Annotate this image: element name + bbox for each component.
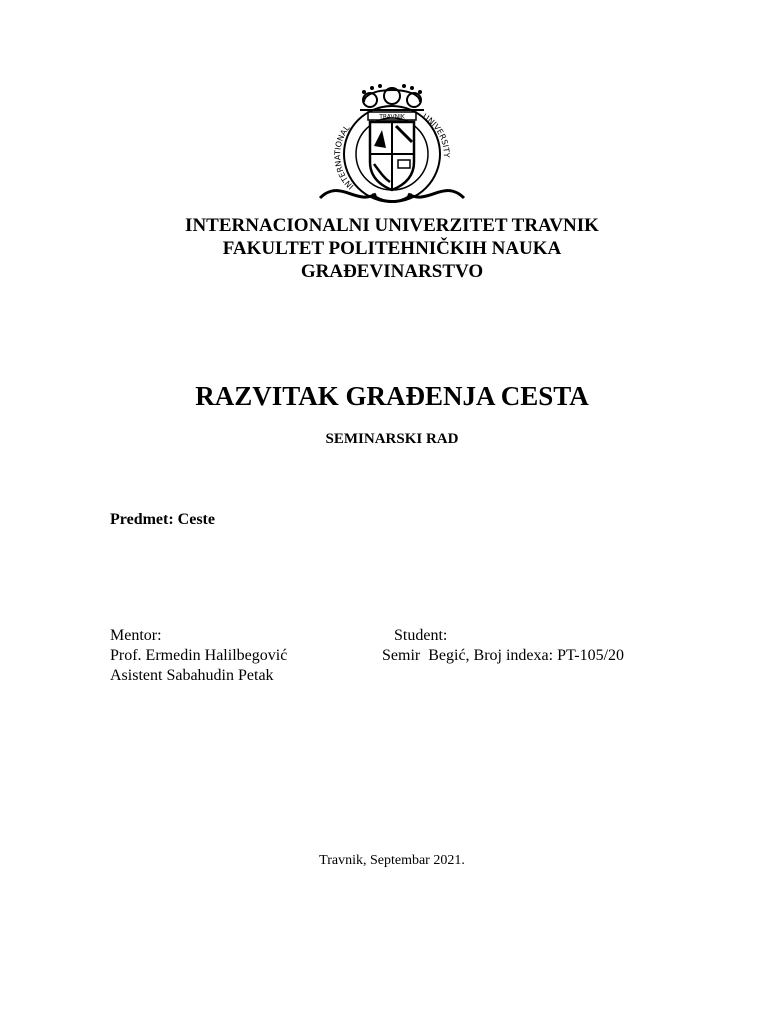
university-name: INTERNACIONALNI UNIVERZITET TRAVNIK [185, 215, 599, 236]
svg-text:INTERNATIONAL: INTERNATIONAL [333, 123, 356, 192]
faculty-name: FAKULTET POLITEHNIČKIH NAUKA [222, 238, 562, 259]
student-label: Student: [394, 627, 448, 644]
mentor-label: Mentor: [110, 627, 162, 644]
banner-icon [320, 191, 464, 202]
department-name: GRAĐEVINARSTVO [300, 261, 484, 282]
university-seal-logo [316, 82, 468, 214]
document-type: SEMINARSKI RAD [325, 431, 459, 447]
place-and-date: Travnik, Septembar 2021. [319, 853, 465, 868]
shield-icon [370, 122, 414, 190]
document-title: RAZVITAK GRAĐENJA CESTA [195, 381, 589, 411]
svg-text:UNIVERSITY: UNIVERSITY [420, 111, 451, 158]
svg-text:TRAVNIK: TRAVNIK [379, 113, 405, 121]
mentor-professor: Prof. Ermedin Halilbegović [110, 647, 288, 664]
mentor-assistant: Asistent Sabahudin Petak [110, 667, 274, 684]
student-info: Semir Begić, Broj indexa: PT-105/20 [382, 647, 625, 664]
subject-line: Predmet: Ceste [110, 511, 215, 528]
